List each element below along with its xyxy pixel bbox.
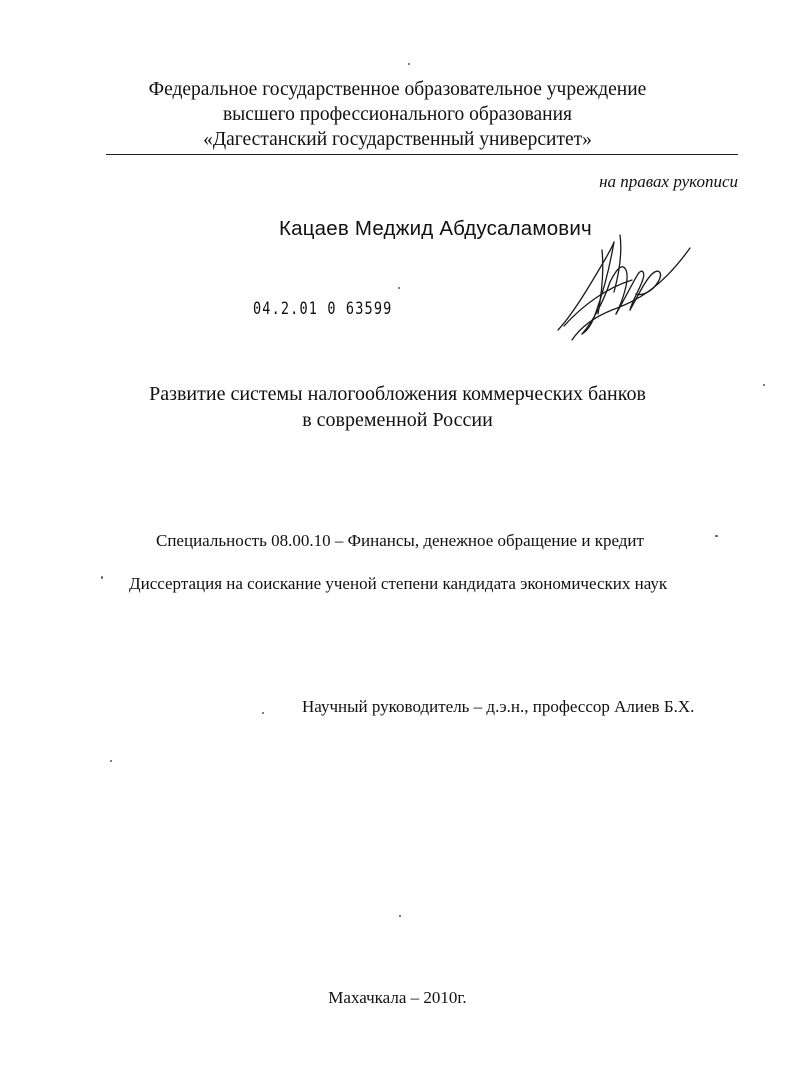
supervisor-line: Научный руководитель – д.э.н., профессор Алиев Б.Х. — [302, 697, 695, 716]
institution-line-1: Федеральное государственное образовательное учреждение — [148, 79, 647, 100]
scan-speck — [101, 576, 103, 579]
registration-stamp: 04.2.01 0 63599 — [253, 299, 393, 318]
institution-line-3: «Дагестанский государственный университет» — [203, 129, 592, 150]
header-divider — [106, 154, 738, 155]
signature-graphic — [552, 230, 697, 342]
author-name: Кацаев Меджид Абдусаламович — [279, 217, 592, 240]
manuscript-note: на правах рукописи — [599, 172, 738, 191]
thesis-title-line-2: в современной России — [302, 409, 493, 431]
institution-line-2: высшего профессионального образования — [222, 104, 573, 125]
scan-speck — [399, 915, 401, 917]
scan-speck — [398, 287, 400, 289]
specialty-line: Специальность 08.00.10 – Финансы, денежное обращение и кредит — [156, 531, 644, 550]
thesis-title-line-1: Развитие системы налогообложения коммерческих банков — [149, 383, 646, 405]
scan-speck — [408, 63, 410, 65]
scan-speck — [110, 760, 112, 762]
city-year: Махачкала – 2010г. — [328, 988, 467, 1007]
thesis-type-line: Диссертация на соискание ученой степени кандидата экономических наук — [129, 574, 668, 593]
scan-speck — [262, 712, 264, 714]
scan-speck — [763, 384, 765, 386]
scan-speck — [715, 535, 718, 537]
